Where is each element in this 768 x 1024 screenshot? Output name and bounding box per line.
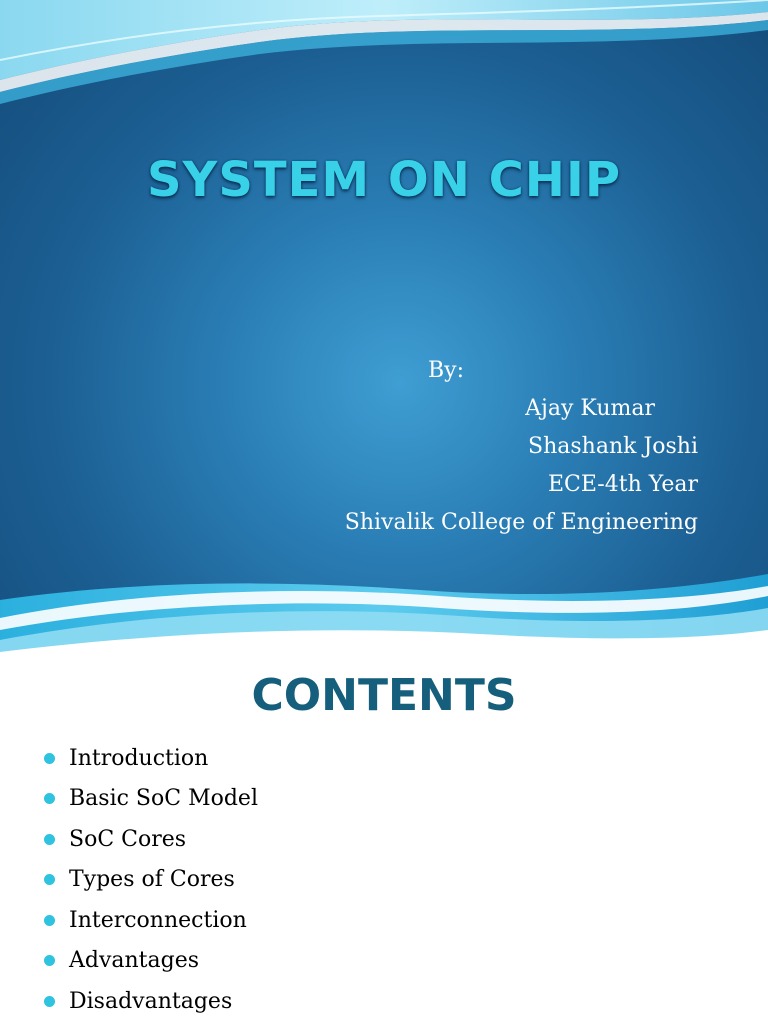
bullet-dot-icon (44, 955, 55, 966)
contents-title: CONTENTS (251, 670, 517, 721)
college-name: Shivalik College of Engineering (344, 510, 698, 535)
byline-by: By: (428, 358, 465, 383)
list-item (44, 819, 258, 860)
list-item (44, 860, 258, 901)
list-item-label: Introduction (69, 745, 209, 771)
bullet-dot-icon (44, 874, 55, 885)
bullet-dot-icon (44, 793, 55, 804)
list-item-label: Interconnection (69, 907, 247, 933)
course-year: ECE-4th Year (547, 472, 698, 497)
bottom-wave-decoration (0, 560, 768, 660)
list-item (44, 941, 258, 982)
bullet-dot-icon (44, 834, 55, 845)
list-item-label: Disadvantages (69, 988, 233, 1014)
bullet-dot-icon (44, 753, 55, 764)
contents-slide (0, 660, 768, 1024)
list-item-label: Types of Cores (69, 867, 235, 893)
list-item-label: Basic SoC Model (69, 786, 258, 812)
author-name: Ajay Kumar (525, 396, 655, 421)
contents-list (44, 738, 258, 1022)
top-wave-decoration (0, 0, 768, 110)
list-item (44, 738, 258, 779)
list-item-label: SoC Cores (69, 826, 187, 852)
bullet-dot-icon (44, 996, 55, 1007)
slide-title: SYSTEM ON CHIP (146, 152, 622, 208)
bullet-dot-icon (44, 915, 55, 926)
list-item (44, 779, 258, 820)
list-item (44, 900, 258, 941)
author-name: Shashank Joshi (528, 434, 698, 459)
byline (278, 352, 698, 542)
list-item (44, 981, 258, 1022)
list-item-label: Advantages (69, 948, 200, 974)
